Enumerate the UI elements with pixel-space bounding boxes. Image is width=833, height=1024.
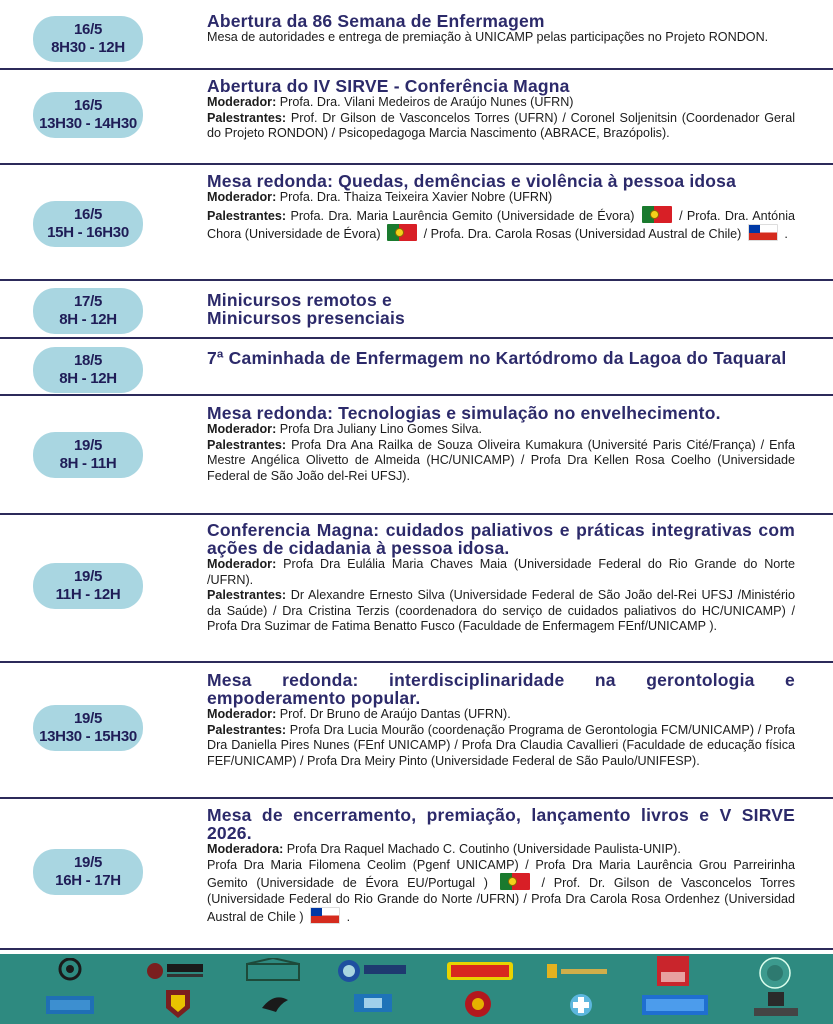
event-moderador: Moderador: Profa. Dra. Vilani Medeiros de Araújo Nunes (UFRN) <box>207 95 574 109</box>
event-date: 16/5 <box>74 206 102 223</box>
event-moderadora: Moderadora: Profa Dra Raquel Machado C. Coutinho (Universidade Paulista-UNIP). <box>207 842 681 856</box>
unicamp-logo <box>50 956 90 986</box>
event-date: 17/5 <box>74 293 102 310</box>
schedule-row <box>0 70 833 165</box>
event-time: 13H30 - 15H30 <box>39 728 137 745</box>
date-time-badge <box>33 849 143 895</box>
event-moderador: Moderador: Profa Dra Eulália Maria Chaves Maia (Universidade Federal do Rio Grande do Norte /UFRN). <box>207 557 795 587</box>
event-title: Conferencia Magna: cuidados paliativos e práticas integrativas com ações de cidadania à pessoa idosa. <box>207 520 795 558</box>
event-palestrantes: Palestrantes: Prof. Dr Gilson de Vasconcelos Torres (UFRN) / Coronel Soljenitsin (Coordenador Geral do Projeto RONDON) / Psicopedagoga Marcia Nascimento (ABRACE, Brazópolis). <box>207 110 795 141</box>
role-label: Palestrantes: <box>207 588 291 603</box>
role-label: Moderador: <box>207 707 280 721</box>
schedule-row <box>0 281 833 339</box>
hc-logo <box>350 990 396 1020</box>
footer-stripe <box>0 950 833 954</box>
event-time: 15H - 16H30 <box>47 224 129 241</box>
event-palestrantes: Palestrantes: Dr Alexandre Ernesto Silva (Universidade Federal de São João del-Rei UFSJ /Ministério da Saúde) / Dra Cristina Terzis (coordenadora do serviço de cuidados paliativos do HC/UNICAMP) / Profa Dra Suzimar de Fatima Benatto Fusco (Faculdade de Enfermagem FEnf/UNICAMP ). <box>207 588 795 634</box>
event-time: 11H - 12H <box>55 586 121 603</box>
chile-flag-icon <box>748 224 778 241</box>
event-content <box>207 77 795 142</box>
role-label: Moderador: <box>207 422 280 436</box>
bird-logo <box>258 990 300 1020</box>
prosaude-logo <box>545 960 611 982</box>
event-moderador: Moderador: Profa Dra Juliany Lino Gomes Silva. <box>207 422 483 436</box>
schedule-row <box>0 663 833 799</box>
event-title: Mesa de encerramento, premiação, lançamento livros e V SIRVE 2026. <box>207 805 795 843</box>
event-palestrantes: Palestrantes: Profa Dra Ana Railka de Souza Oliveira Kumakura (Université Paris Cité/França) / Enfa Mestre Angélica Olivetto de Almeida (HC/UNICAMP) / Profa Dra Kellen Rosa Coelho (Universidade Federal de São João del-Rei UFSJ). <box>207 437 795 483</box>
event-content <box>207 12 795 46</box>
event-title: 7ª Caminhada de Enfermagem no Kartódromo da Lagoa do Taquaral <box>207 348 787 368</box>
role-label: Moderadora: <box>207 842 287 856</box>
date-time-badge <box>33 705 143 751</box>
date-time-badge <box>33 201 143 247</box>
schedule-row <box>0 515 833 663</box>
ufrn-logo <box>640 992 710 1018</box>
role-label: Palestrantes: <box>207 110 291 125</box>
building-logo <box>245 958 301 984</box>
shield-logo <box>164 988 192 1020</box>
event-title: Abertura do IV SIRVE - Conferência Magna <box>207 76 570 96</box>
role-label: Moderador: <box>207 190 280 204</box>
event-date: 19/5 <box>74 710 102 727</box>
schedule-row <box>0 165 833 281</box>
event-time: 8H - 12H <box>59 370 117 387</box>
ggbs-logo <box>44 992 96 1018</box>
schedule-row <box>0 396 833 515</box>
role-label: Moderador: <box>207 557 284 571</box>
event-content <box>207 521 795 635</box>
event-time: 8H - 11H <box>59 455 117 472</box>
event-content <box>207 291 795 327</box>
pggero-logo <box>336 956 410 986</box>
event-date: 19/5 <box>74 437 102 454</box>
event-title: Abertura da 86 Semana de Enfermagem <box>207 11 545 31</box>
seal-logo <box>758 956 792 990</box>
portugal-flag-icon <box>500 873 530 890</box>
event-content <box>207 172 795 243</box>
event-date: 16/5 <box>74 21 102 38</box>
role-label: Palestrantes: <box>207 437 292 452</box>
role-label: Moderador: <box>207 95 280 109</box>
schedule-row <box>0 339 833 396</box>
event-time: 13H30 - 14H30 <box>39 115 137 132</box>
event-content <box>207 671 795 769</box>
event-date: 16/5 <box>74 97 102 114</box>
event-moderador: Moderador: Profa. Dra. Thaiza Teixeira Xavier Nobre (UFRN) <box>207 190 553 204</box>
date-time-badge <box>33 432 143 478</box>
campinas-logo <box>750 990 802 1020</box>
sponsor-footer <box>0 950 833 1024</box>
event-date: 18/5 <box>74 352 102 369</box>
event-date: 19/5 <box>74 568 102 585</box>
portugal-flag-icon <box>387 224 417 241</box>
event-date: 19/5 <box>74 854 102 871</box>
date-time-badge <box>33 16 143 62</box>
portugal-flag-icon <box>642 206 672 223</box>
red-emblem-logo <box>462 988 494 1020</box>
date-time-badge <box>33 288 143 334</box>
event-content <box>207 404 795 484</box>
role-label: Palestrantes: <box>207 722 290 737</box>
event-moderador: Moderador: Prof. Dr Bruno de Araújo Dantas (UFRN). <box>207 707 511 721</box>
event-title: Minicursos remotos e Minicursos presenciais <box>207 290 405 328</box>
event-palestrantes: Palestrantes: Profa Dra Lucia Mourão (coordenação Programa de Gerontologia FCM/UNICAMP) / Profa Dra Daniella Pires Nunes (FEnf UNICAMP) / Profa Dra Claudia Cavallieri (Faculdade de educação física FEF/UNICAMP) / Profa Dra Meiry Pinto (Universidade Federal de São Paulo/UNIFESP). <box>207 722 795 768</box>
cross-logo <box>560 990 602 1020</box>
unip-logo <box>447 960 513 982</box>
event-content <box>207 806 795 926</box>
event-time: 8H30 - 12H <box>51 39 125 56</box>
event-palestrantes: Palestrantes: Profa. Dra. Maria Laurência Gemito (Universidade de Évora) / Profa. Dra. Antónia Chora (Universidade de Évora) / Profa. Dra. Carola Rosas (Universidad Austral de Chile) . <box>207 206 795 243</box>
date-time-badge <box>33 563 143 609</box>
event-title: Mesa redonda: Tecnologias e simulação no envelhecimento. <box>207 403 721 423</box>
event-title: Mesa redonda: Quedas, demências e violência à pessoa idosa <box>207 171 737 191</box>
date-time-badge <box>33 92 143 138</box>
date-time-badge <box>33 347 143 393</box>
ufsj-logo <box>655 954 691 988</box>
schedule-row <box>0 0 833 70</box>
event-description: Profa Dra Maria Filomena Ceolim (Pgenf UNICAMP) / Profa Dra Maria Laurência Grou Parreirinha Gemito (Universidade de Évora EU/Portugal ) / Prof. Dr. Gilson de Vasconcelos Torres (Universidade Federal do Rio Grande do Norte /UFRN) / Profa Dra Carola Rosa Ordenhez (Universidad Austral de Chile ) . <box>207 857 795 925</box>
event-description: Mesa de autoridades e entrega de premiação à UNICAMP pelas participações no Projeto RONDON. <box>207 30 769 44</box>
schedule-row <box>0 799 833 950</box>
event-content <box>207 349 795 367</box>
event-time: 8H - 12H <box>59 311 117 328</box>
ucam-logo <box>145 960 207 982</box>
role-label: Palestrantes: <box>207 208 291 223</box>
event-title: Mesa redonda: interdisciplinaridade na gerontologia e empoderamento popular. <box>207 670 795 708</box>
event-time: 16H - 17H <box>55 872 121 889</box>
chile-flag-icon <box>310 907 340 924</box>
